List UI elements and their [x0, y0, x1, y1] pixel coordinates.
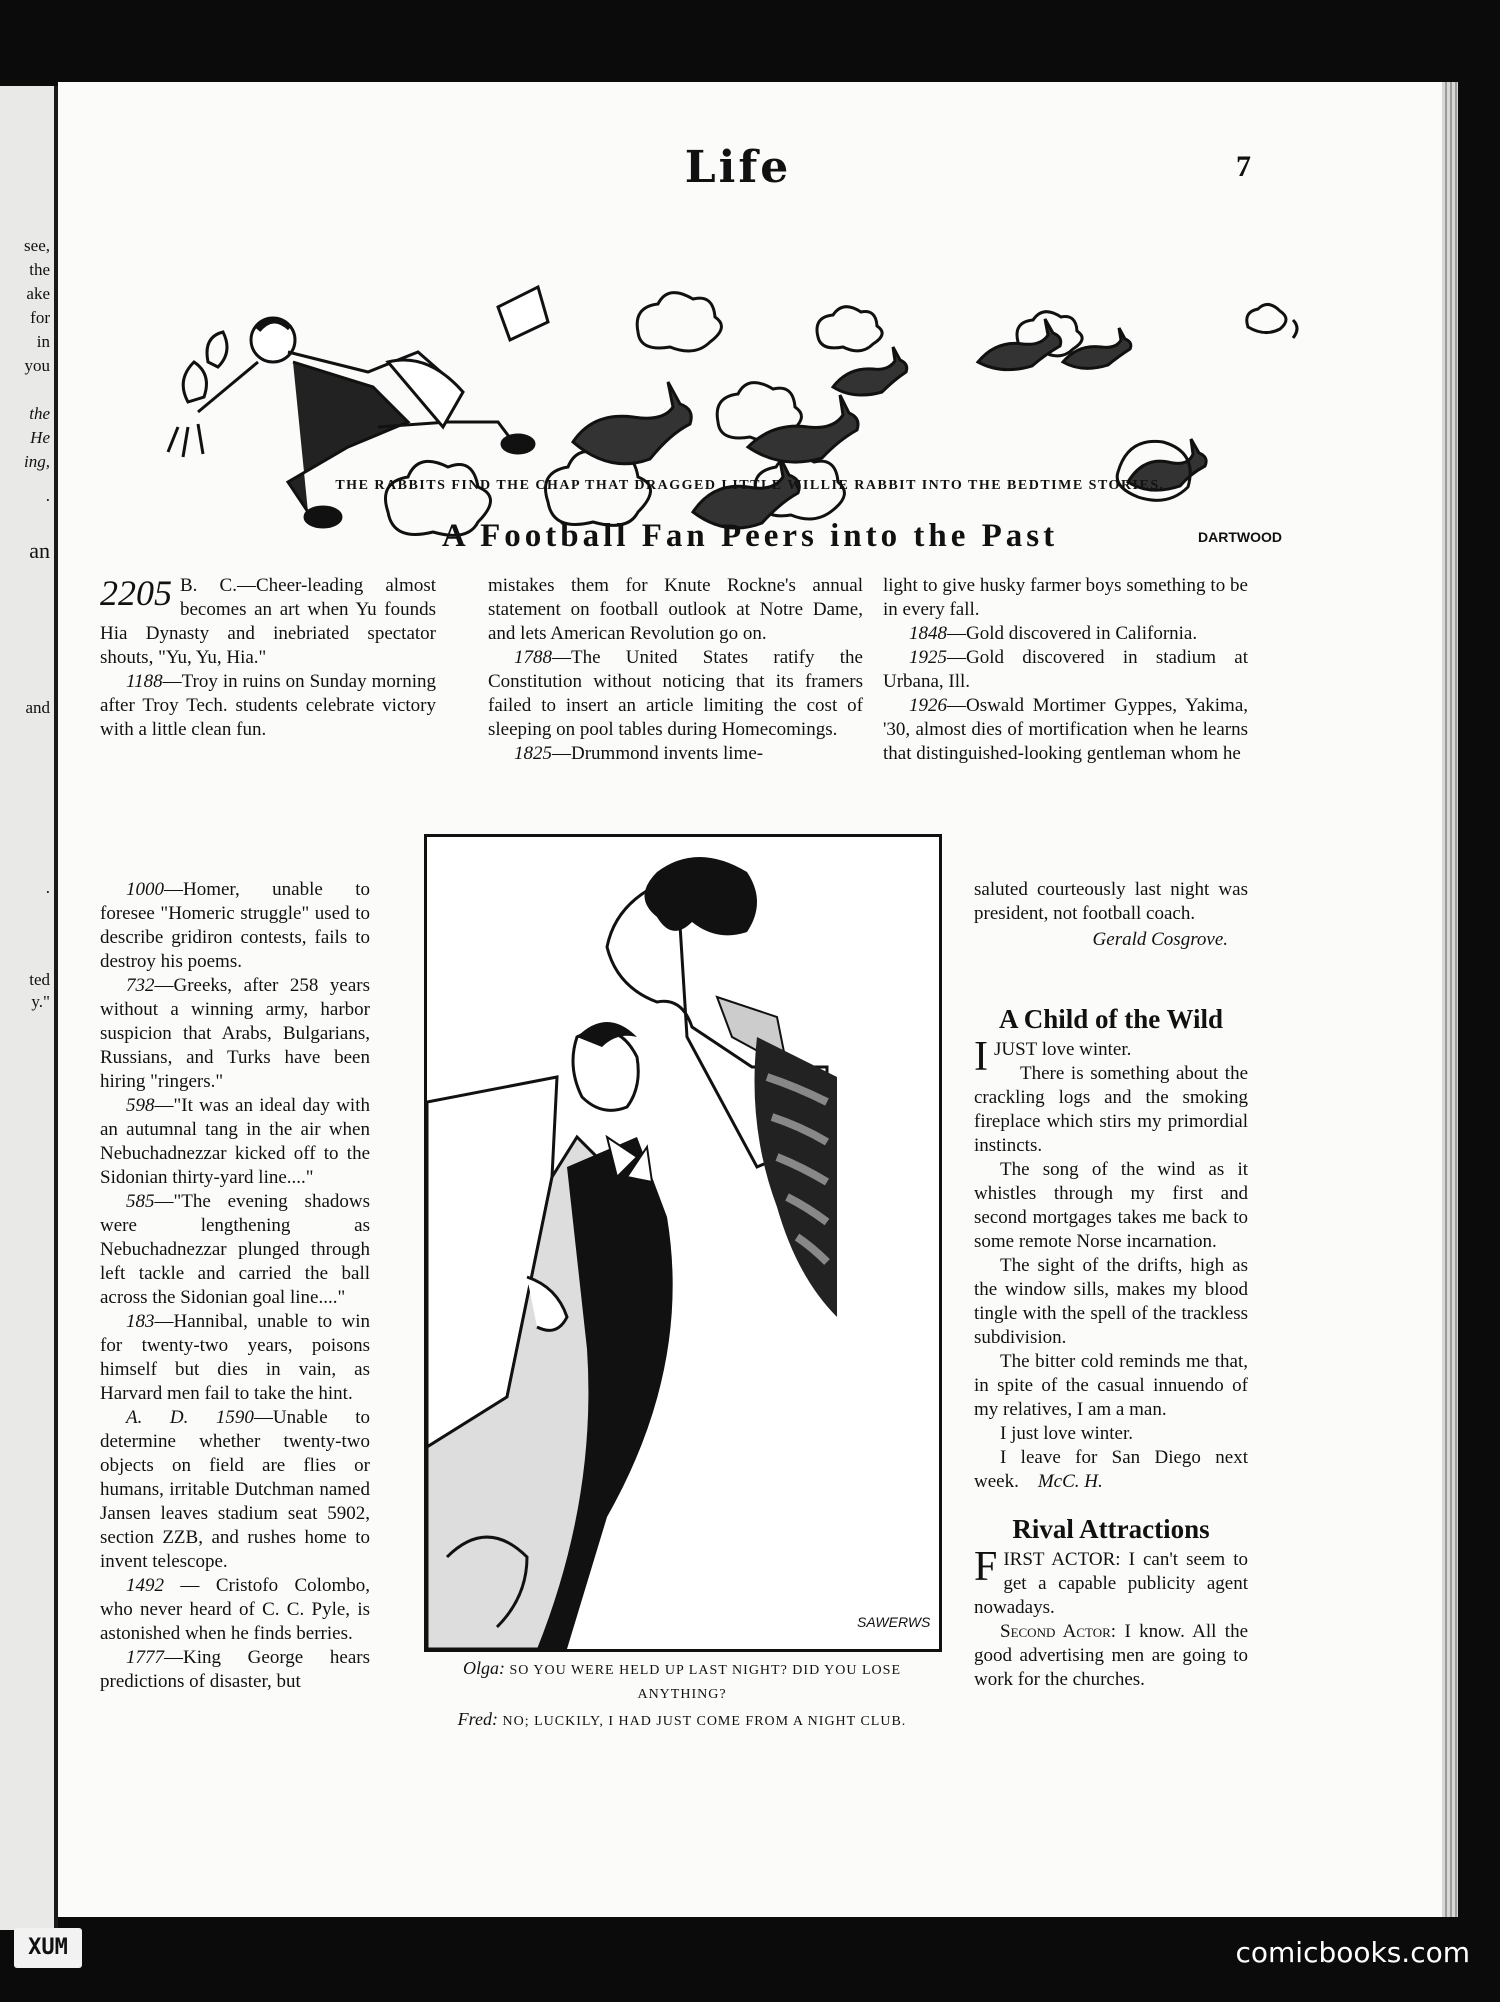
- article2-paragraph: The sight of the drifts, high as the window sills, makes my blood tingle with the spell of the trackless subdivision.: [974, 1255, 1248, 1348]
- lead-year: 2205: [100, 573, 172, 613]
- article2-paragraph: I just love winter.: [1000, 1423, 1133, 1444]
- entry-paragraph: 1925—Gold discovered in stadium at Urbana, Ill.: [883, 647, 1248, 692]
- left-fragment: and: [25, 698, 50, 717]
- entry-paragraph: A. D. 1590—Unable to determine whether twenty-two objects on field are flies or humans, irritable Dutchman named Jansen leaves stadium seat 5902, section ZZB, and rushes home to invent telescope.: [100, 1407, 370, 1572]
- page-number: 7: [1236, 150, 1251, 183]
- left-fragment: the: [29, 260, 50, 279]
- left-fragment: .: [45, 486, 50, 505]
- article1-column-1: [100, 574, 436, 742]
- left-page-edge: [0, 86, 58, 1930]
- entry-paragraph: mistakes them for Knute Rockne's annual statement on football outlook at Notre Dame, and lets American Revolution go on.: [488, 575, 863, 644]
- article2-title: A Child of the Wild: [998, 1004, 1224, 1034]
- left-fragment: He: [30, 428, 50, 447]
- entry-paragraph: saluted courteously last night was president, not football coach.: [974, 879, 1248, 924]
- article1-column-1-narrow: [100, 878, 370, 1694]
- article2-paragraph: I leave for San Diego next week. McC. H.: [974, 1447, 1248, 1492]
- banner-caption: THE RABBITS FIND THE CHAP THAT DRAGGED LITTLE WILLIE RABBIT INTO THE BEDTIME STORIES.: [335, 478, 1165, 493]
- entry-paragraph: 1492 — Cristofo Colombo, who never heard of C. C. Pyle, is astonished when he finds berries.: [100, 1575, 370, 1644]
- article3-lead: FIRST ACTOR: I can't seem to get a capable publicity agent nowadays.: [974, 1544, 1248, 1618]
- left-fragment: .: [45, 878, 50, 897]
- banner-illustration: [118, 212, 1328, 552]
- left-fragment: the: [29, 404, 50, 423]
- article2-paragraph: There is something about the crackling logs and the smoking fireplace which stirs my primordial instincts.: [974, 1063, 1248, 1156]
- dropcap: F: [974, 1544, 998, 1590]
- article1-column-3: [883, 574, 1248, 766]
- left-fragment: ted: [29, 970, 50, 989]
- article2-paragraph: The song of the wind as it whistles through my first and second mortgages takes me back to some remote Norse incarnation.: [974, 1159, 1248, 1252]
- entry-paragraph: 732—Greeks, after 258 years without a winning army, harbor suspicion that Arabs, Bulgarians, Russians, and Turks have been hiring "ringers.": [100, 975, 370, 1092]
- banner-signature: DARTWOOD: [1198, 529, 1282, 545]
- cartoon-caption: [420, 1656, 944, 1734]
- entry-paragraph: 1777—King George hears predictions of disaster, but: [100, 1647, 370, 1692]
- cartoon-frame: [424, 834, 942, 1652]
- entry-paragraph: 1788—The United States ratify the Constitution without noticing that its framers failed to insert an article limiting the cost of sleeping on pool tables during Homecomings.: [488, 647, 863, 740]
- watermark: comicbooks.com: [1235, 1936, 1470, 1969]
- entry-paragraph: 598—"It was an ideal day with an autumnal tang in the air when Nebuchadnezzar kicked off to the Sidonian thirty-yard line....": [100, 1095, 370, 1188]
- cartoon-signature: SAWERWS: [857, 1614, 931, 1630]
- caption-line: Olga: SO YOU WERE HELD UP LAST NIGHT? DID YOU LOSE ANYTHING?: [462, 1658, 901, 1702]
- left-fragment: you: [24, 356, 50, 375]
- lead-paragraph: [100, 574, 436, 670]
- author-signature: Gerald Cosgrove.: [1092, 929, 1228, 950]
- entry-paragraph: 585—"The evening shadows were lengthening as Nebuchadnezzar plunged through left tackle and carried the ball across the Sidonian goal line....": [100, 1191, 370, 1308]
- entry-paragraph: 1825—Drummond invents lime-: [514, 743, 764, 764]
- dropcap: I: [974, 1034, 988, 1080]
- article3-paragraph: Second Actor: I know. All the good advertising men are going to work for the churches.: [974, 1621, 1249, 1690]
- left-fragment: in: [36, 332, 50, 351]
- cartoon-illustration: [427, 837, 939, 1649]
- article3-title: Rival Attractions: [1012, 1514, 1210, 1544]
- lead-text: B. C.—Cheer-leading almost becomes an art when Yu founds Hia Dynasty and inebriated spectator shouts, "Yu, Yu, Hia.": [100, 575, 436, 668]
- left-fragment: for: [30, 308, 50, 327]
- left-fragment: ake: [26, 284, 50, 303]
- left-fragment: y.": [31, 992, 50, 1011]
- masthead: Life: [684, 142, 792, 193]
- entry-paragraph: 183—Hannibal, unable to win for twenty-two years, poisons himself but dies in vain, as Harvard men fail to take the hint.: [100, 1311, 370, 1404]
- sidebar-articles: [974, 1002, 1248, 1692]
- entry-paragraph: light to give husky farmer boys something to be in every fall.: [883, 575, 1248, 620]
- article1-column-2: [488, 574, 863, 766]
- page-edge-stack: [1442, 82, 1458, 1917]
- magazine-page: [58, 82, 1442, 1917]
- entry-paragraph: 1848—Gold discovered in California.: [909, 623, 1198, 644]
- left-fragment: see,: [24, 236, 50, 255]
- left-fragment: ing,: [24, 452, 50, 471]
- article-headline: A Football Fan Peers into the Past: [441, 518, 1059, 554]
- article2-paragraph: The bitter cold reminds me that, in spite of the casual innuendo of my relatives, I am a man.: [974, 1351, 1248, 1420]
- entry-paragraph: 1000—Homer, unable to foresee "Homeric struggle" used to describe gridiron contests, fails to destroy his poems.: [100, 879, 370, 972]
- author-signature: McC. H.: [1037, 1471, 1103, 1492]
- left-fragment: an: [29, 538, 50, 563]
- article2-lead: IJUST love winter.: [974, 1034, 1132, 1080]
- entry-paragraph: 1188—Troy in ruins on Sunday morning after Troy Tech. students celebrate victory with a little clean fun.: [100, 671, 436, 740]
- entry-paragraph: 1926—Oswald Mortimer Gyppes, Yakima, '30, almost dies of mortification when he learns that distinguished-looking gentleman whom he: [883, 695, 1248, 764]
- corner-label: XUM: [14, 1928, 82, 1968]
- caption-line: Fred: NO; LUCKILY, I HAD JUST COME FROM A NIGHT CLUB.: [457, 1709, 907, 1729]
- article1-column-3-end: [974, 878, 1248, 952]
